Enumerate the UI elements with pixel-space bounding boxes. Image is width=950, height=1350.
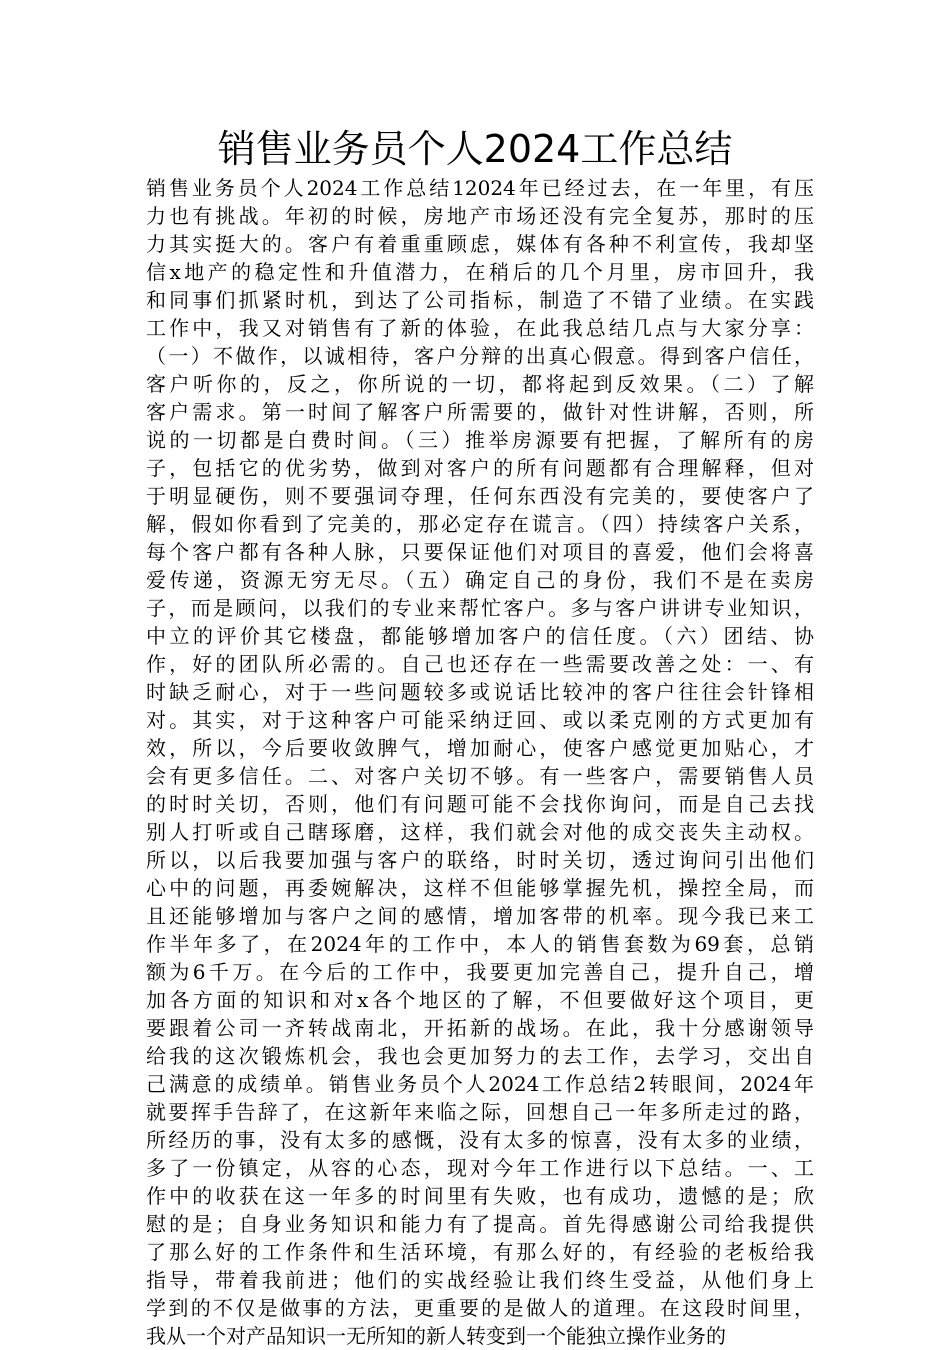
body-line: 信x地产的稳定性和升值潜力，在稍后的几个月里，房市回升，我 bbox=[146, 260, 814, 284]
body-line: 客户需求。第一时间了解客户所需要的，做针对性讲解，否则，所 bbox=[146, 400, 814, 424]
body-line: 所以，以后我要加强与客户的联络，时时关切，透过询问引出他们 bbox=[146, 848, 814, 872]
body-line: 作，好的团队所必需的。自己也还存在一些需要改善之处：一、有 bbox=[146, 652, 814, 676]
body-line: 力其实挺大的。客户有着重重顾虑，媒体有各种不利宣传，我却坚 bbox=[146, 232, 814, 256]
document-title: 销售业务员个人2024工作总结 bbox=[217, 127, 733, 171]
body-line: 子，包括它的优劣势，做到对客户的所有问题都有合理解释，但对 bbox=[146, 456, 814, 480]
body-line: 学到的不仅是做事的方法，更重要的是做人的道理。在这段时间里， bbox=[146, 1296, 814, 1320]
body-line: 工作中，我又对销售有了新的体验，在此我总结几点与大家分享： bbox=[146, 316, 814, 340]
body-line: 爱传递，资源无穷无尽。（五）确定自己的身份，我们不是在卖房 bbox=[146, 568, 814, 592]
body-line: 效，所以，今后要收敛脾气，增加耐心，使客户感觉更加贴心，才 bbox=[146, 736, 814, 760]
body-line: 说的一切都是白费时间。（三）推举房源要有把握，了解所有的房 bbox=[146, 428, 814, 452]
body-line: 会有更多信任。二、对客户关切不够。有一些客户，需要销售人员 bbox=[146, 764, 814, 788]
body-line: 于明显硬伤，则不要强词夺理，任何东西没有完美的，要使客户了 bbox=[146, 484, 814, 508]
body-line: 所经历的事，没有太多的感慨，没有太多的惊喜，没有太多的业绩， bbox=[146, 1128, 814, 1152]
body-line: 作半年多了，在2024年的工作中，本人的销售套数为69套，总销 bbox=[146, 932, 814, 956]
body-line: 别人打听或自己瞎琢磨，这样，我们就会对他的成交丧失主动权。 bbox=[146, 820, 814, 844]
body-line: 时缺乏耐心，对于一些问题较多或说话比较冲的客户往往会针锋相 bbox=[146, 680, 814, 704]
body-line: 且还能够增加与客户之间的感情，增加客带的机率。现今我已来工 bbox=[146, 904, 814, 928]
body-line: 了那么好的工作条件和生活环境，有那么好的，有经验的老板给我 bbox=[146, 1240, 814, 1264]
body-line: 指导，带着我前进；他们的实战经验让我们终生受益，从他们身上 bbox=[146, 1268, 814, 1292]
body-line: 子，而是顾问，以我们的专业来帮忙客户。多与客户讲讲专业知识， bbox=[146, 596, 814, 620]
body-line: 给我的这次锻炼机会，我也会更加努力的去工作，去学习，交出自 bbox=[146, 1044, 814, 1068]
body-line: 和同事们抓紧时机，到达了公司指标，制造了不错了业绩。在实践 bbox=[146, 288, 814, 312]
body-line: 己满意的成绩单。销售业务员个人2024工作总结2转眼间，2024年 bbox=[146, 1072, 814, 1096]
document-body bbox=[146, 174, 814, 1350]
body-line: 作中的收获在这一年多的时间里有失败，也有成功，遗憾的是；欣 bbox=[146, 1184, 814, 1208]
body-line: 的时时关切，否则，他们有问题可能不会找你询问，而是自己去找 bbox=[146, 792, 814, 816]
body-line: 要跟着公司一齐转战南北，开拓新的战场。在此，我十分感谢领导 bbox=[146, 1016, 814, 1040]
body-line: 力也有挑战。年初的时候，房地产市场还没有完全复苏，那时的压 bbox=[146, 204, 814, 228]
body-line: 对。其实，对于这种客户可能采纳迂回、或以柔克刚的方式更加有 bbox=[146, 708, 814, 732]
body-line: 每个客户都有各种人脉，只要保证他们对项目的喜爱，他们会将喜 bbox=[146, 540, 814, 564]
body-line: 慰的是；自身业务知识和能力有了提高。首先得感谢公司给我提供 bbox=[146, 1212, 814, 1236]
body-line: 多了一份镇定，从容的心态，现对今年工作进行以下总结。一、工 bbox=[146, 1156, 814, 1180]
body-line: 客户听你的，反之，你所说的一切，都将起到反效果。（二）了解 bbox=[146, 372, 814, 396]
body-line: 心中的问题，再委婉解决，这样不但能够掌握先机，操控全局，而 bbox=[146, 876, 814, 900]
body-line: 额为6千万。在今后的工作中，我要更加完善自己，提升自己，增 bbox=[146, 960, 814, 984]
body-line: 我从一个对产品知识一无所知的新人转变到一个能独立操作业务的 bbox=[146, 1324, 726, 1348]
body-line: 销售业务员个人2024工作总结12024年已经过去，在一年里，有压 bbox=[146, 176, 814, 200]
body-line: 解，假如你看到了完美的，那必定存在谎言。（四）持续客户关系， bbox=[146, 512, 814, 536]
body-line: （一）不做作，以诚相待，客户分辩的出真心假意。得到客户信任， bbox=[146, 344, 814, 368]
body-line: 加各方面的知识和对x各个地区的了解，不但要做好这个项目，更 bbox=[146, 988, 814, 1012]
body-line: 中立的评价其它楼盘，都能够增加客户的信任度。（六）团结、协 bbox=[146, 624, 814, 648]
body-line: 就要挥手告辞了，在这新年来临之际，回想自己一年多所走过的路， bbox=[146, 1100, 814, 1124]
